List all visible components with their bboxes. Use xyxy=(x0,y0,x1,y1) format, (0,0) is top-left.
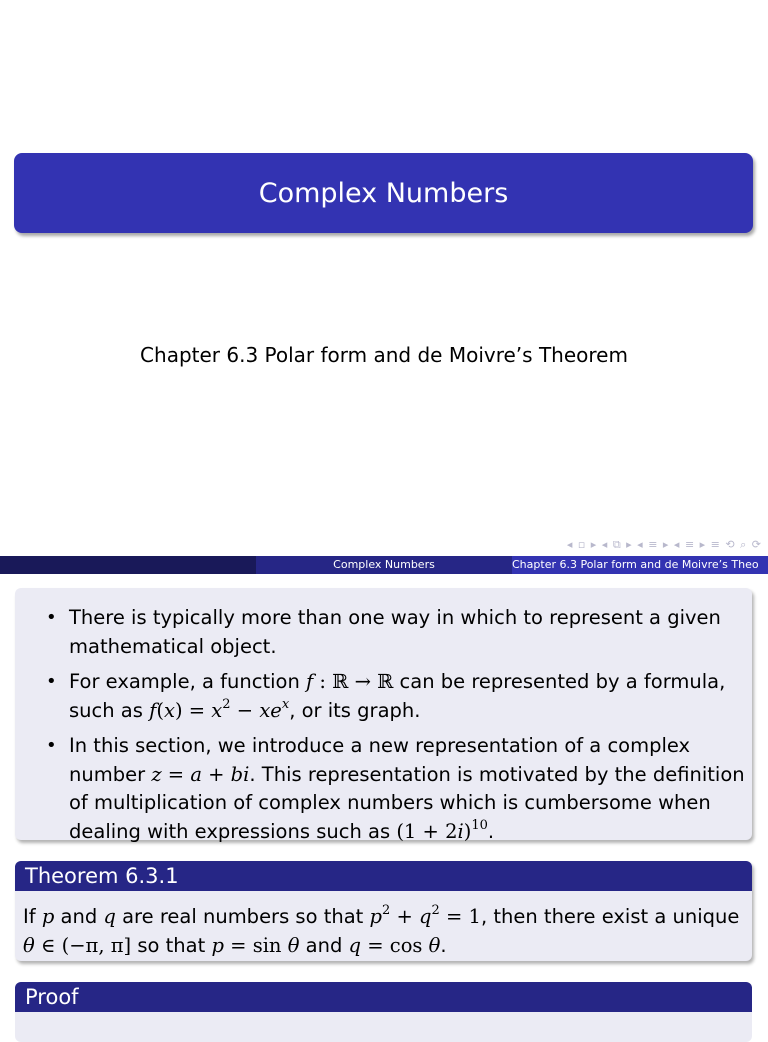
math-plus: + xyxy=(390,905,420,928)
theorem-text: If xyxy=(23,905,42,928)
theorem-block xyxy=(15,861,752,961)
proof-block xyxy=(15,982,752,1042)
math-exponent: 2 xyxy=(382,903,391,918)
bullet-text: , or its graph. xyxy=(289,698,421,722)
content-slide xyxy=(0,574,768,1024)
math-map: : ℝ → ℝ xyxy=(313,670,394,693)
math-q: q xyxy=(103,905,116,928)
math-cos: = cos xyxy=(361,933,429,957)
math-f: f xyxy=(306,670,314,693)
math-exponent: 2 xyxy=(431,903,440,918)
math-theta: θ xyxy=(287,933,300,957)
theorem-heading: Theorem 6.3.1 xyxy=(15,861,752,891)
bullet-text: can be represented by a formula, such as xyxy=(69,670,726,722)
list-item xyxy=(15,668,752,725)
math-i: i xyxy=(457,819,464,843)
slide-header-bar xyxy=(0,556,768,574)
math-expr: (1 + 2 xyxy=(396,819,458,843)
math-paren: ) xyxy=(463,819,472,843)
header-subtitle-text: Chapter 6.3 Polar form and de Moivre’s Theo xyxy=(512,558,759,571)
bullet-text: . xyxy=(487,819,495,843)
header-section-subtitle xyxy=(512,556,768,574)
bullet-text: For example, a function xyxy=(69,670,306,693)
math-q: q xyxy=(419,905,432,928)
math-theta: θ xyxy=(428,933,441,957)
bullet-text: There is typically more than one way in which to represent a given mathematical object. xyxy=(69,606,721,658)
presentation-title: Complex Numbers xyxy=(258,177,509,209)
math-f: f xyxy=(149,698,157,722)
theorem-text: are real numbers so that xyxy=(115,905,370,928)
bullet-list xyxy=(15,604,752,853)
math-q: q xyxy=(348,933,362,957)
presentation-subtitle: Chapter 6.3 Polar form and de Moivre’s Theorem xyxy=(140,343,628,367)
theorem-text: so that xyxy=(131,933,212,957)
title-banner xyxy=(14,153,753,233)
math-exponent: 2 xyxy=(222,696,231,712)
theorem-body xyxy=(15,891,752,960)
math-eq: = 1 xyxy=(439,905,481,928)
bullet-text: . This representation is motivated by the definition of multiplication of complex numbers which is cumbersome when dealing with expressions such as xyxy=(69,762,745,843)
math-paren: ( xyxy=(156,698,164,722)
math-sin: = sin xyxy=(223,933,288,957)
bullet-text: In this section, we introduce a new representation of a complex number xyxy=(69,734,691,786)
math-x: x xyxy=(211,698,223,722)
math-eq: ) = xyxy=(174,698,212,722)
header-section-left xyxy=(0,556,256,574)
math-minus: − xyxy=(230,698,260,722)
header-section-title: Complex Numbers xyxy=(256,556,512,574)
math-interval: ∈ (−π, π] xyxy=(34,933,132,957)
math-z: z = a + bi xyxy=(151,762,250,786)
math-p: p xyxy=(211,933,224,957)
beamer-navigation-icons[interactable]: ◂ ▫ ▸ ◂ ⧉ ▸ ◂ ≡ ▸ ◂ ≡ ▸ ≡ ⟲ ⌕ ⟳ xyxy=(566,538,762,551)
math-exponent: 10 xyxy=(471,817,488,833)
math-theta: θ xyxy=(23,933,35,957)
math-xe: xe xyxy=(259,698,282,722)
math-p: p xyxy=(41,905,55,928)
list-item xyxy=(15,732,752,846)
proof-heading: Proof xyxy=(15,982,752,1012)
theorem-text: , then there exist a unique xyxy=(480,905,740,928)
intro-block xyxy=(15,588,752,843)
math-x: x xyxy=(163,698,175,722)
theorem-text: . xyxy=(440,933,447,957)
theorem-text: and xyxy=(54,905,104,928)
list-item xyxy=(15,604,752,661)
math-p: p xyxy=(369,905,383,928)
theorem-text: and xyxy=(299,933,349,957)
math-exponent: x xyxy=(281,696,290,712)
